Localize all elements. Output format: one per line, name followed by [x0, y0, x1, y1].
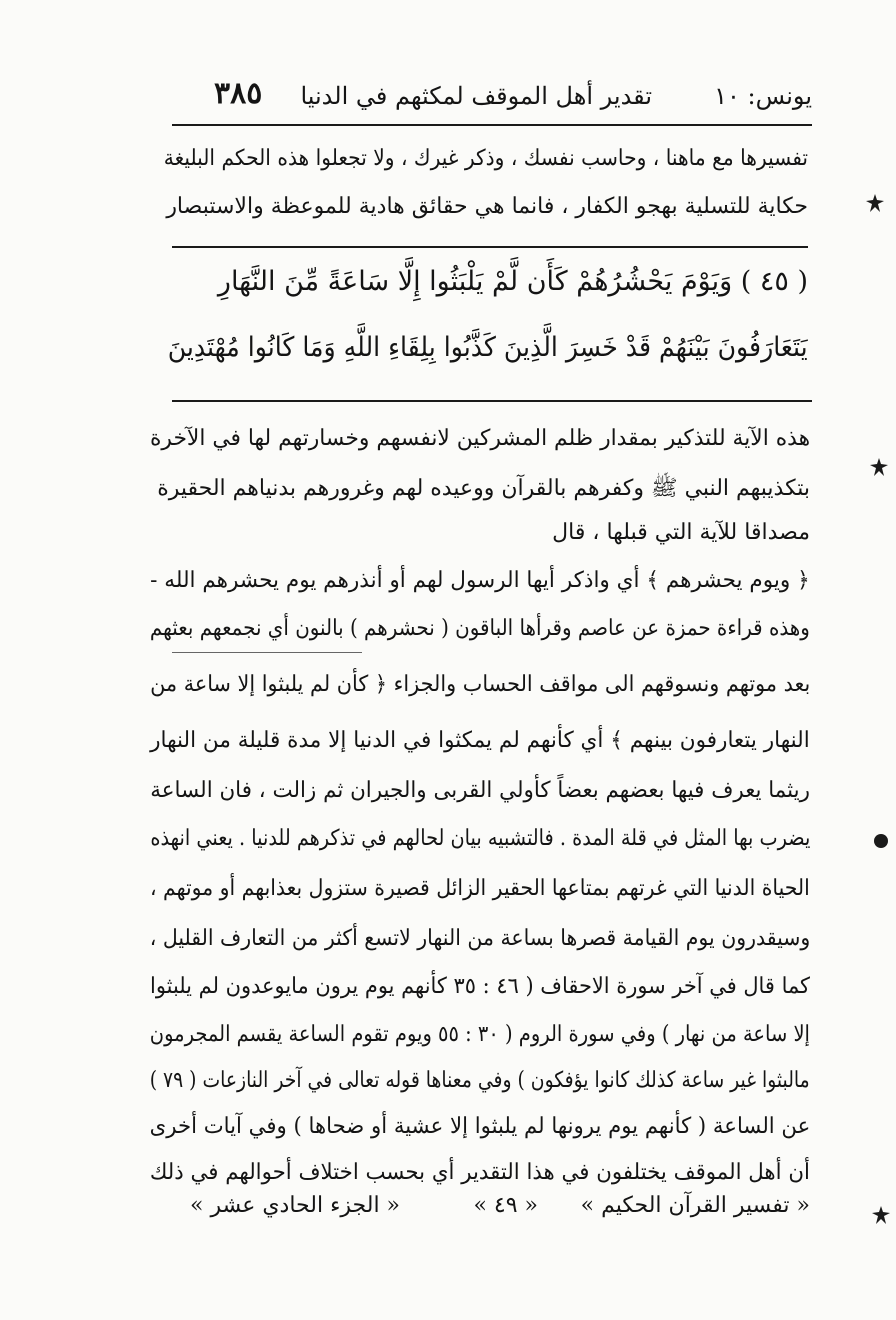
- intro-line: حكاية للتسلية بهجو الكفار ، فانما هي حقائق هادية للموعظة والاستبصار: [166, 194, 808, 219]
- page-footer: [190, 1193, 810, 1227]
- page-number: ٣٨٥: [214, 76, 263, 111]
- verse-line: يَتَعَارَفُونَ بَيْنَهُمْ قَدْ خَسِرَ الَّذِينَ كَذَّبُوا بِلِقَاءِ اللَّهِ وَمَا كَانُوا مُهْتَدِينَ: [168, 332, 808, 363]
- header-rule: [172, 124, 812, 126]
- commentary-line: بعد موتهم ونسوقهم الى مواقف الحساب والجزاء ﴿ كأن لم يلبثوا إلا ساعة من: [149, 672, 810, 697]
- running-title: تقدير أهل الموقف لمكثهم في الدنيا: [300, 82, 652, 110]
- footer-signature: « ٤٩ »: [473, 1193, 538, 1218]
- margin-mark: [172, 652, 362, 653]
- commentary-line: عن الساعة ( كأنهم يوم يرونها لم يلبثوا إلا عشية أو ضحاها ) وفي آيات أخرى: [149, 1114, 810, 1139]
- commentary-line: ﴿ ويوم يحشرهم ﴾ أي واذكر أيها الرسول لهم أو أنذرهم يوم يحشرهم الله -: [150, 568, 810, 593]
- verse-line: ( ٤٥ ) وَيَوْمَ يَحْشُرُهُمْ كَأَن لَّمْ يَلْبَثُوا إِلَّا سَاعَةً مِّنَ النَّهَارِ: [217, 266, 808, 297]
- ink-blot-icon: [866, 194, 884, 212]
- commentary-line: وهذه قراءة حمزة عن عاصم وقرأها الباقون ( نحشرهم ) بالنون أي نجمعهم بعثهم: [150, 616, 810, 641]
- commentary-line: هذه الآية للتذكير بمقدار ظلم المشركين لانفسهم وخسارتهم لها في الآخرة: [149, 426, 810, 451]
- ink-blot-icon: [872, 832, 890, 850]
- sura-reference: يونس: ١٠: [714, 82, 812, 110]
- verse-top-rule: [172, 246, 808, 248]
- commentary-line: ريثما يعرف فيها بعضهم بعضاً كأولي القربى والجيران ثم زالت ، فان الساعة: [150, 778, 810, 803]
- commentary-line: أن أهل الموقف يختلفون في هذا التقدير أي بحسب اختلاف أحوالهم في ذلك: [149, 1160, 810, 1185]
- footer-part: « الجزء الحادي عشر »: [190, 1193, 401, 1218]
- verse-bottom-rule: [172, 400, 812, 402]
- commentary-line: النهار يتعارفون بينهم ﴾ أي كأنهم لم يمكثوا في الدنيا إلا مدة قليلة من النهار: [150, 728, 810, 753]
- commentary-line: مالبثوا غير ساعة كذلك كانوا يؤفكون ) وفي معناها قوله تعالى في آخر النازعات ( ٧٩ ): [150, 1068, 810, 1093]
- ink-blot-icon: [872, 1206, 890, 1224]
- commentary-line: بتكذيبهم النبي ﷺ وكفرهم بالقرآن ووعيده لهم وغرورهم بدنياهم الحقيرة: [157, 476, 810, 501]
- running-header: [172, 78, 812, 118]
- intro-line: تفسيرها مع ماهنا ، وحاسب نفسك ، وذكر غيرك ، ولا تجعلوا هذه الحكم البليغة: [163, 146, 808, 171]
- footer-book-title: « تفسير القرآن الحكيم »: [580, 1193, 810, 1218]
- commentary-line: إلا ساعة من نهار ) وفي سورة الروم ( ٣٠ : ٥٥ ويوم تقوم الساعة يقسم المجرمون: [149, 1022, 810, 1047]
- commentary-line: يضرب بها المثل في قلة المدة . فالتشبيه بيان لحالهم في تذكرهم للدنيا . يعني انهذه: [150, 826, 810, 851]
- ink-blot-icon: [870, 458, 888, 476]
- commentary-line: كما قال في آخر سورة الاحقاف ( ٤٦ : ٣٥ كأنهم يوم يرون مايوعدون لم يلبثوا: [149, 974, 810, 999]
- quran-verse: [168, 254, 808, 394]
- intro-paragraph: [164, 140, 808, 236]
- commentary-body: [150, 412, 810, 1192]
- commentary-line: وسيقدرون يوم القيامة قصرها بساعة من النهار لاتسع أكثر من التعارف القليل ،: [149, 926, 810, 951]
- commentary-line: مصداقا للآية التي قبلها ، قال: [552, 520, 810, 545]
- commentary-line: الحياة الدنيا التي غرتهم بمتاعها الحقير الزائل قصيرة ستزول بعذابهم أو موتهم ،: [150, 876, 810, 901]
